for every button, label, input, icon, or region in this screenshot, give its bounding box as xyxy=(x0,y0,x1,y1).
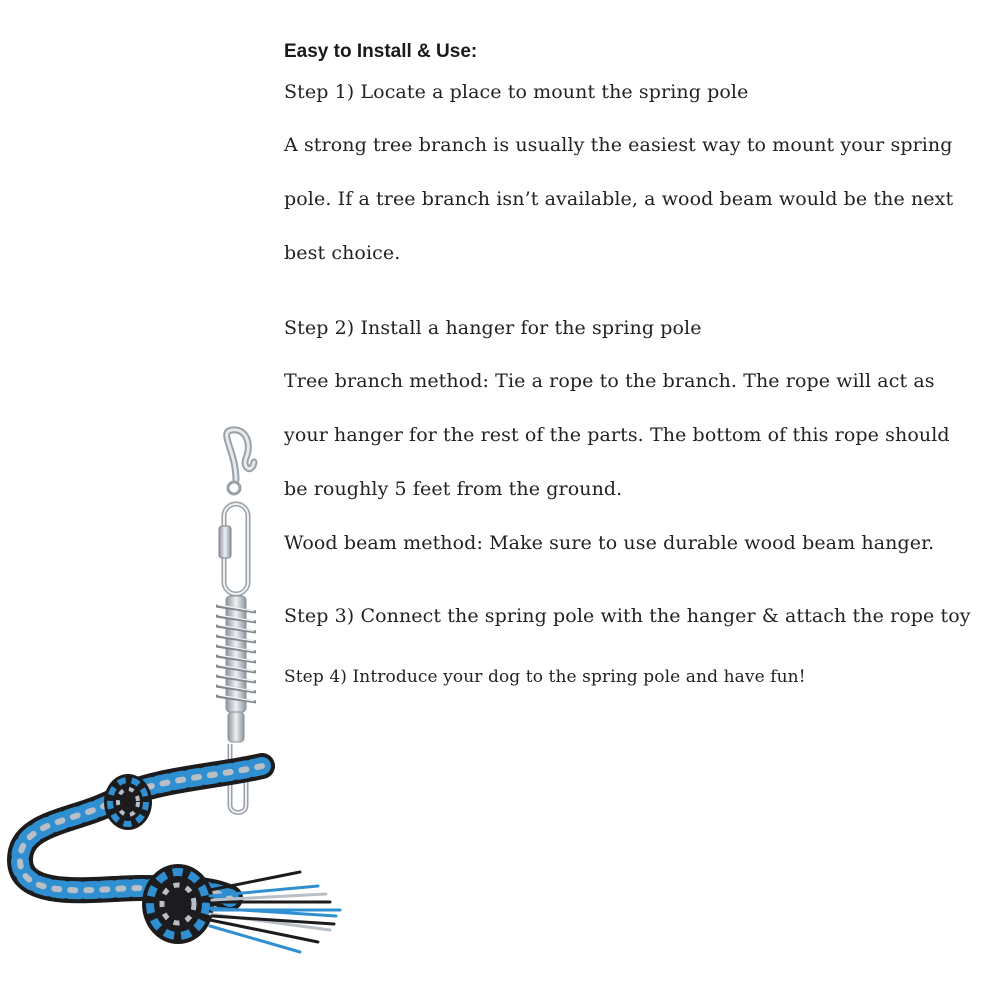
hook-icon xyxy=(227,430,254,494)
step2-text-line: your hanger for the rest of the parts. The bottom of this rope should xyxy=(284,424,950,446)
spring-pole-illustration xyxy=(0,410,345,1000)
step2-text-line: be roughly 5 feet from the ground. xyxy=(284,478,623,500)
step2-text-line: Tree branch method: Tie a rope to the branch. The rope will act as xyxy=(284,370,935,392)
step4-title: Step 4) Introduce your dog to the spring pole and have fun! xyxy=(284,667,806,687)
step1-text-line: best choice. xyxy=(284,242,401,264)
step2-title: Step 2) Install a hanger for the spring pole xyxy=(284,317,702,339)
step1-text-line: pole. If a tree branch isn’t available, a wood beam would be the next xyxy=(284,188,954,210)
step3-title: Step 3) Connect the spring pole with the hanger & attach the rope toy xyxy=(284,605,971,627)
step1-text-line: A strong tree branch is usually the easiest way to mount your spring xyxy=(284,134,953,156)
step2-text-line: Wood beam method: Make sure to use durable wood beam hanger. xyxy=(284,532,935,554)
step1-title: Step 1) Locate a place to mount the spring pole xyxy=(284,81,749,103)
carabiner-icon xyxy=(219,504,248,594)
heading: Easy to Install & Use: xyxy=(284,41,478,62)
spring-icon xyxy=(216,596,256,712)
rope-toy-icon xyxy=(20,766,340,952)
